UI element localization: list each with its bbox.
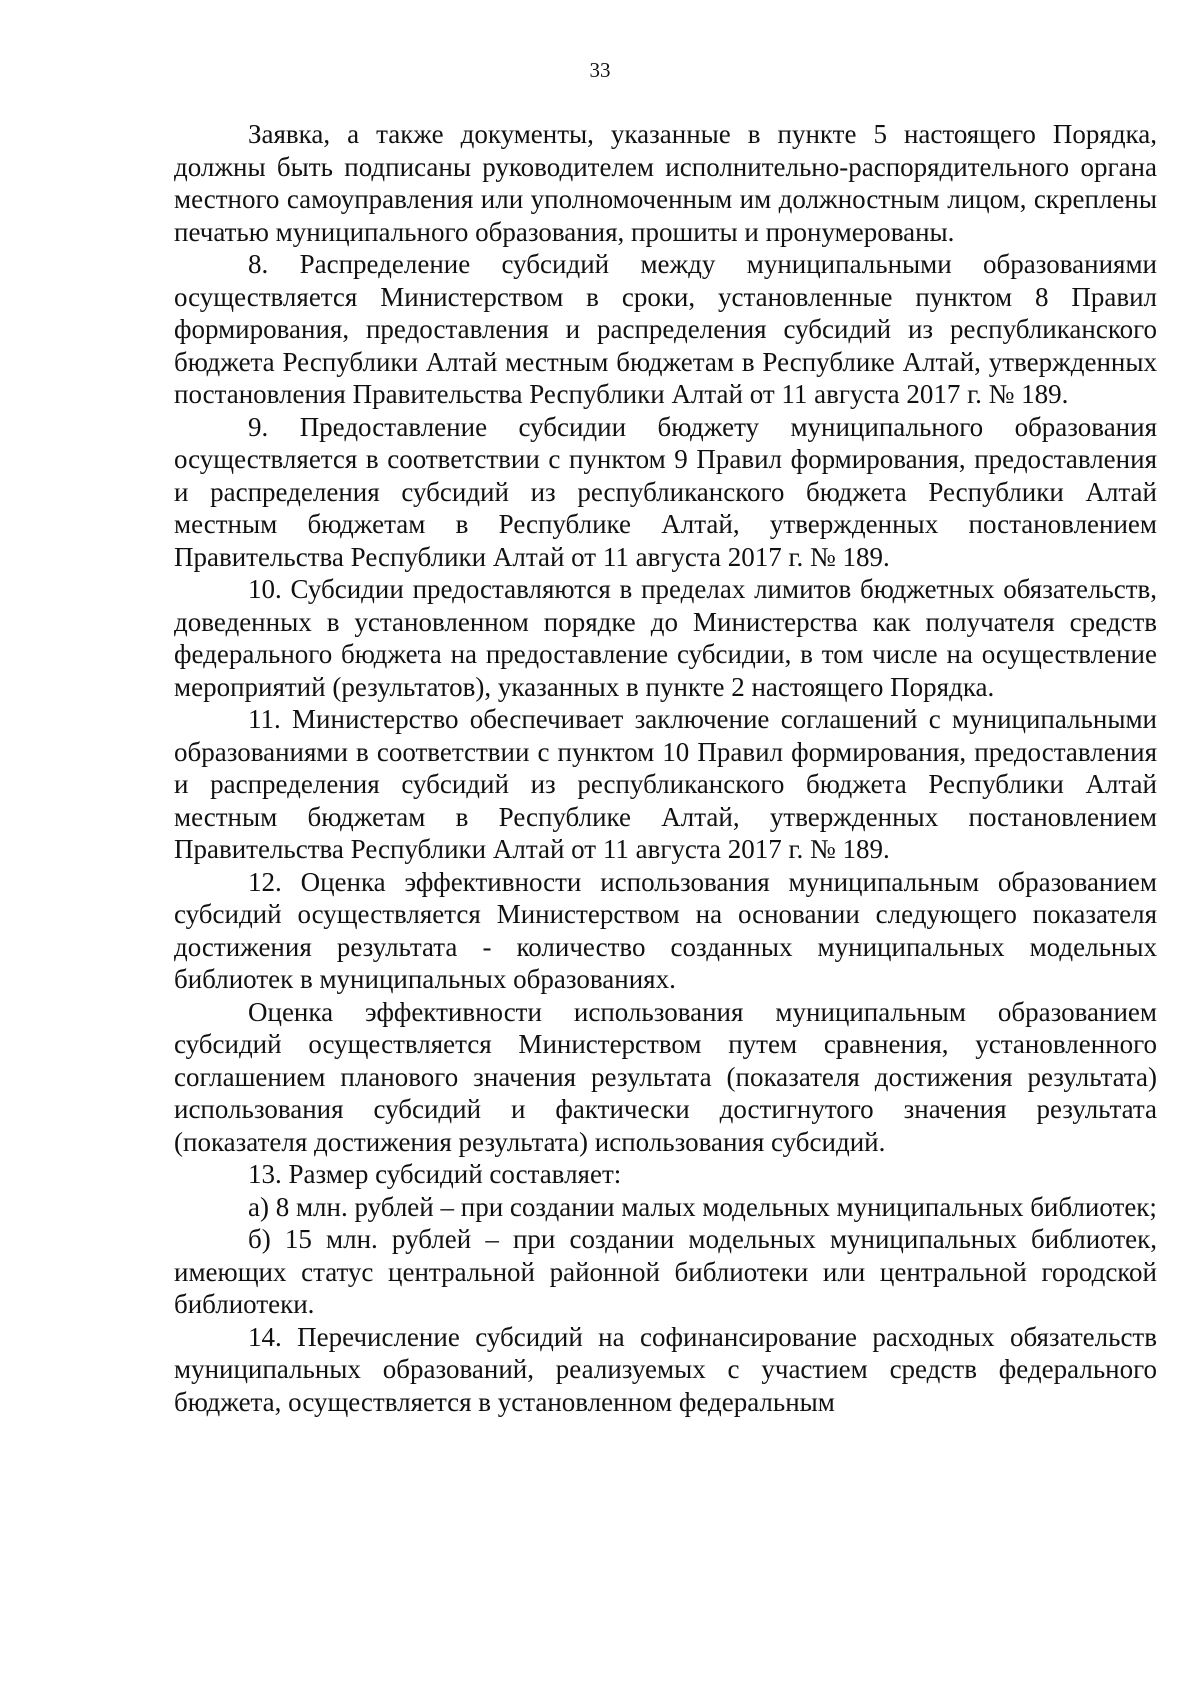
paragraph-application-signing: Заявка, а также документы, указанные в пункте 5 настоящего Порядка, должны быть подписаны руководителем исполнительно-распорядительного органа местного самоуправления или уполномоченным им должностным лицом, скреплены печатью муниципального образования, прошиты и пронумерованы. — [174, 119, 1157, 247]
paragraph-item-10: 10. Субсидии предоставляются в пределах лимитов бюджетных обязательств, доведенных в установленном порядке до Министерства как получателя средств федерального бюджета на предоставление субсидии, в том числе на осуществление мероприятий (результатов), указанных в пункте 2 настоящего Порядка. — [174, 574, 1157, 702]
paragraph-item-13-b: б) 15 млн. рублей – при создании модельных муниципальных библиотек, имеющих статус центральной районной библиотеки или центральной городской библиотеки. — [174, 1224, 1157, 1319]
paragraph-item-13-a: а) 8 млн. рублей – при создании малых модельных муниципальных библиотек; — [248, 1191, 1157, 1222]
document-body — [174, 118, 1157, 1418]
paragraph-item-8: 8. Распределение субсидий между муниципальными образованиями осуществляется Министерством в сроки, установленные пунктом 8 Правил формирования, предоставления и распределения субсидий из республиканского бюджета Республики Алтай местным бюджетам в Республике Алтай, утвержденных постановления Правительства Республики Алтай от 11 августа 2017 г. № 189. — [174, 249, 1157, 409]
paragraph-item-13: 13. Размер субсидий составляет: — [248, 1159, 622, 1189]
paragraph-item-12: 12. Оценка эффективности использования муниципальным образованием субсидий осуществляется Министерством на основании следующего показателя достижения результата - количество созданных муниципальных модельных библиотек в муниципальных образованиях. — [174, 866, 1157, 994]
paragraph-item-9: 9. Предоставление субсидии бюджету муниципального образования осуществляется в соответствии с пунктом 9 Правил формирования, предоставления и распределения субсидий из республиканского бюджета Республики Алтай местным бюджетам в Республике Алтай, утвержденных постановлением Правительства Республики Алтай от 11 августа 2017 г. № 189. — [174, 411, 1157, 572]
paragraph-item-14: 14. Перечисление субсидий на софинансирование расходных обязательств муниципальных образований, реализуемых с участием средств федерального бюджета, осуществляется в установленном федеральным — [174, 1321, 1157, 1417]
page-number: 33 — [589, 58, 611, 82]
paragraph-item-11: 11. Министерство обеспечивает заключение соглашений с муниципальными образованиями в соответствии с пунктом 10 Правил формирования, предоставления и распределения субсидий из республиканского бюджета Республики Алтай местным бюджетам в Республике Алтай, утвержденных постановлением Правительства Республики Алтай от 11 августа 2017 г. № 189. — [174, 704, 1157, 864]
paragraph-efficiency-evaluation: Оценка эффективности использования муниципальным образованием субсидий осуществляется Министерством путем сравнения, установленного соглашением планового значения результата (показателя достижения результата) использования субсидий и фактически достигнутого значения результата (показателя достижения результата) использования субсидий. — [174, 996, 1157, 1157]
